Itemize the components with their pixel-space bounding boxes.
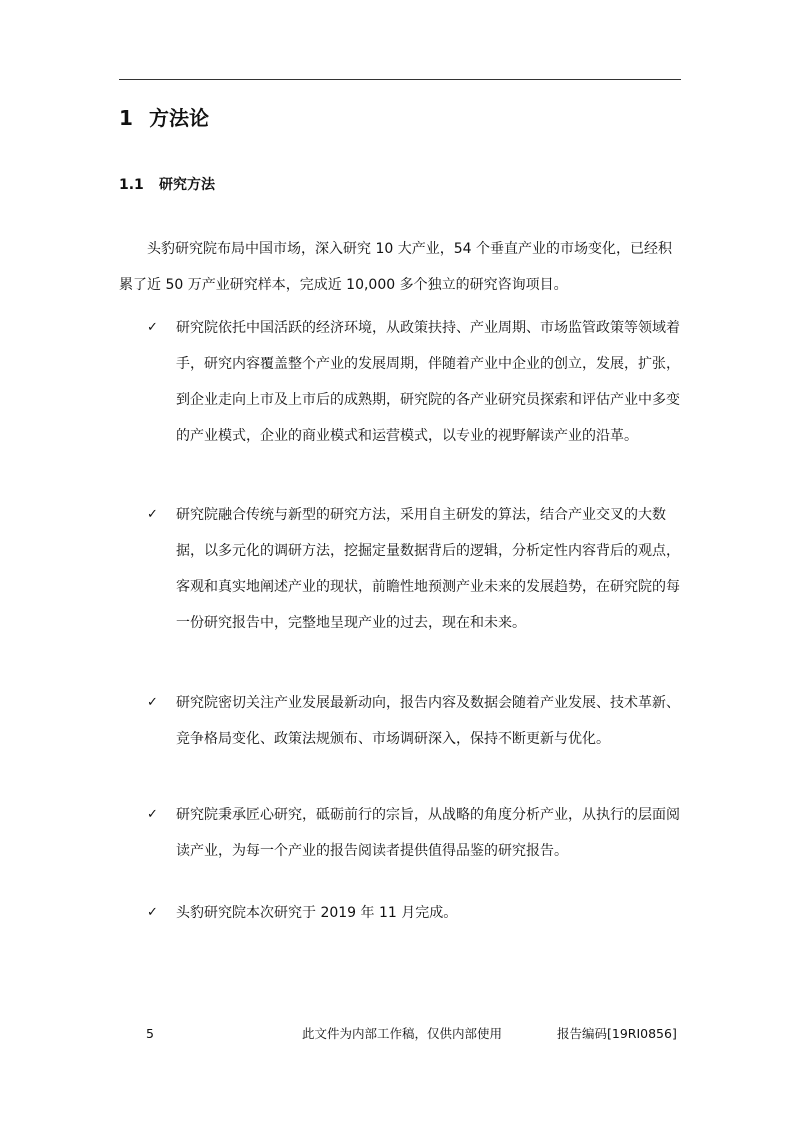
bullet-item <box>147 797 687 869</box>
checkmark-icon: ✓ <box>147 695 158 710</box>
checkmark-icon: ✓ <box>147 507 158 522</box>
footer-notice: 此文件为内部工作稿，仅供内部使用 <box>302 1026 503 1041</box>
bullet-item <box>147 497 687 641</box>
page-number: 5 <box>146 1026 154 1041</box>
section-title: 方法论 <box>149 106 209 130</box>
bullet-text: 研究院融合传统与新型的研究方法，采用自主研发的算法，结合产业交叉的大数据，以多元化的调研方法，挖掘定量数据背后的逻辑，分析定性内容背后的观点，客观和真实地阐述产业的现状，前瞻性地预测产业未来的发展趋势，在研究院的每一份研究报告中，完整地呈现产业的过去，现在和未来。 <box>176 507 680 631</box>
checkmark-icon: ✓ <box>147 807 158 822</box>
report-code: 报告编码[19RI0856] <box>557 1026 677 1041</box>
bullet-item <box>147 895 687 931</box>
subsection-number: 1.1 <box>119 177 144 193</box>
section-heading <box>119 104 209 132</box>
checkmark-icon: ✓ <box>147 905 158 920</box>
subsection-heading <box>119 174 215 196</box>
checkmark-icon: ✓ <box>147 320 158 335</box>
bullet-item <box>147 310 687 454</box>
intro-paragraph: 头豹研究院布局中国市场，深入研究 10 大产业，54 个垂直产业的市场变化，已经积累了近 50 万产业研究样本，完成近 10,000 多个独立的研究咨询项目。 <box>119 241 672 293</box>
section-number: 1 <box>119 106 133 130</box>
bullet-text: 研究院秉承匠心研究，砥砺前行的宗旨，从战略的角度分析产业，从执行的层面阅读产业，为每一个产业的报告阅读者提供值得品鉴的研究报告。 <box>176 807 680 859</box>
bullet-text: 头豹研究院本次研究于 2019 年 11 月完成。 <box>176 905 458 921</box>
header-rule <box>119 79 681 80</box>
bullet-text: 研究院密切关注产业发展最新动向，报告内容及数据会随着产业发展、技术革新、竞争格局变化、政策法规颁布、市场调研深入，保持不断更新与优化。 <box>176 695 680 747</box>
bullet-item <box>147 685 687 757</box>
subsection-title: 研究方法 <box>159 177 215 193</box>
bullet-text: 研究院依托中国活跃的经济环境，从政策扶持、产业周期、市场监管政策等领域着手，研究内容覆盖整个产业的发展周期，伴随着产业中企业的创立，发展，扩张，到企业走向上市及上市后的成熟期，研究院的各产业研究员探索和评估产业中多变的产业模式，企业的商业模式和运营模式，以专业的视野解读产业的沿革。 <box>176 320 680 444</box>
